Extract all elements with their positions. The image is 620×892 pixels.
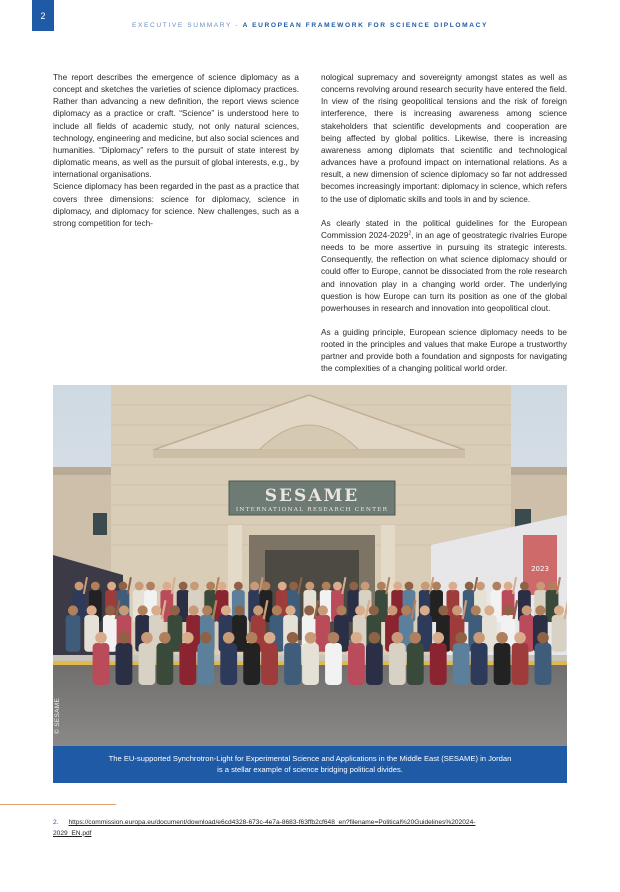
group-photo-illustration [53,385,567,746]
person-body [261,643,278,685]
person-head [535,605,545,615]
person-head [305,632,317,644]
right-paragraph-3: As a guiding principle, European science diplomacy needs to be rooted in the principles and values that make Europe a trustworthy partner and provide both a foundation and signposts for navigating the complexities of a changing political world order. [321,327,567,374]
right-paragraph-2-start: As clearly stated in the political guidelines for the European Commission 2024-2029 [321,218,567,240]
person-body [430,643,447,685]
person-head [405,582,414,591]
person-head [452,605,462,615]
person-head [496,632,508,644]
footnote-url-line-1: https://commission.europa.eu/document/download/e6cd4328-673c-4e7a-8683-f63ffb2cf648_en?filename=Political%20Guidelines%202024- [68,819,476,826]
sign-main-text: SESAME [264,486,360,506]
person-head [401,605,411,615]
person-head [162,582,171,591]
person-head [91,582,100,591]
right-column [321,72,567,376]
person-head [287,632,299,644]
person-body [93,643,110,685]
person-head [333,582,342,591]
person-head [361,582,370,591]
person-head [151,605,161,615]
person-body [535,643,552,685]
person-head [410,632,422,644]
person-head [392,632,404,644]
person-head [272,605,282,615]
person-head [537,632,549,644]
running-header-title: A EUROPEAN FRAMEWORK FOR SCIENCE DIPLOMACY [242,22,488,29]
person-head [218,582,227,591]
right-paragraph-1: nological supremacy and sovereignty amongst states as well as concerns revolving around research security have entered the field. In view of the rising geopolitical tensions and the risk of foreign interference, there is increasing awareness among science stakeholders that scientific developments and cooperation are being affected by global politics. Likewise, there is increasing awareness among diplomats that scientific and technological advances have a profound impact on international relations. As a result, a new dimension of science diplomacy so far not addressed becomes increasingly important: diplomacy in science, which refers to the use of diplomatic skills and tools in and by science. [321,73,567,204]
banner-text: 2023 [531,565,549,573]
person-body [66,615,81,652]
left-paragraph-1: The report describes the emergence of science diplomacy as a concept and sketches the varieties of science diplomacy practices. Rather than advancing a new definition, the report views science diplomacy as a practice or craft. “Science” is understood here to include all fields of academic study, not only natural sciences, technology, engineering and medicine, but also social sciences and humanities. “Diplomacy” refers to the pursuit of state interest by diplomatic means, as well as the pursuit of global interests, e.g., by international organisations. [53,73,299,180]
person-head [119,605,129,615]
person-head [455,632,467,644]
caption-line-1: The EU-supported Synchrotron-Light for Experimental Science and Applications in the Middle East (SESAME) in Jordan [108,754,512,763]
person-body [325,643,342,685]
person-head [554,605,564,615]
person-head [305,582,314,591]
person-head [223,632,235,644]
person-body [494,643,511,685]
sign-sub-text: INTERNATIONAL RESEARCH CENTER [235,507,389,513]
person-head [322,582,331,591]
person-head [514,632,526,644]
person-body [220,643,237,685]
person-head [377,582,386,591]
person-body [284,643,301,685]
footnote [53,818,573,839]
photo-copyright: © SESAME [54,697,61,734]
person-head [234,605,244,615]
person-head [355,605,365,615]
person-head [234,582,243,591]
person-head [548,582,557,591]
person-head [504,582,513,591]
running-header [0,22,620,29]
person-head [432,582,441,591]
person-head [304,605,314,615]
person-body [139,643,156,685]
page-number-text: 2 [40,10,46,21]
person-head [465,582,474,591]
person-head [503,605,513,615]
person-head [138,605,148,615]
person-head [420,605,430,615]
person-body [407,643,424,685]
footnote-number: 2. [53,819,59,826]
person-head [87,605,97,615]
running-header-section: EXECUTIVE SUMMARY - [132,22,240,29]
person-head [278,582,287,591]
person-head [190,582,199,591]
person-head [369,605,379,615]
person-head [95,632,107,644]
person-body [156,643,173,685]
person-body [453,643,470,685]
person-head [105,605,115,615]
person-head [264,632,276,644]
right-paragraph-2-end: , in an age of geostrategic rivalries Europe needs to be more assertive in pursuing its strategic interests. Consequently, the reflection on what science diplomacy should or could offer to Europe, cannot be dissociated from the role research and innovation play in a changing world order. The underlying question is how Europe can turn its position as one of the global powerhouses in research and innovation into geopolitical clout. [321,230,567,313]
person-body [348,643,365,685]
person-head [189,605,199,615]
footnote-url-line-2: 2029_EN.pdf [53,829,92,837]
person-body [179,643,196,685]
person-body [552,615,567,652]
person-head [369,632,381,644]
right-paragraph-2 [321,218,567,315]
footnote-rule [0,804,116,805]
person-head [135,582,144,591]
person-head [536,582,545,591]
person-head [119,582,128,591]
person-head [107,582,116,591]
footnote-link[interactable] [53,819,475,837]
person-head [250,582,259,591]
person-head [289,582,298,591]
person-head [492,582,501,591]
person-head [351,632,363,644]
person-head [141,632,153,644]
person-head [438,605,448,615]
person-head [387,605,397,615]
person-body [389,643,406,685]
person-head [328,632,340,644]
footnote-ref[interactable]: 2 [408,230,412,237]
person-body [197,643,214,685]
person-head [484,605,494,615]
person-head [349,582,358,591]
caption-line-2: is a stellar example of science bridging political divides. [217,765,403,774]
left-column [53,72,299,230]
person-body [243,643,260,685]
left-paragraph-2-visible: Science diplomacy has been regarded in the past as a practice that covers three dimensions: science for diplomacy, science in diplomacy, and diplomacy for science. New challenges, such as a strong competition for tech- [53,182,299,228]
person-head [202,605,212,615]
person-head [318,605,328,615]
person-head [206,582,215,591]
person-head [118,632,130,644]
person-head [476,582,485,591]
sesame-photo [53,385,567,746]
person-head [200,632,212,644]
person-head [520,582,529,591]
person-head [473,632,485,644]
person-head [421,582,430,591]
person-head [246,632,258,644]
person-body [512,643,529,685]
person-head [448,582,457,591]
person-head [393,582,402,591]
figure-caption [53,746,567,783]
person-body [302,643,319,685]
person-head [336,605,346,615]
person-body [366,643,383,685]
person-head [159,632,171,644]
person-body [471,643,488,685]
person-head [262,582,271,591]
person-head [75,582,84,591]
person-head [253,605,263,615]
person-head [432,632,444,644]
person-head [221,605,231,615]
person-head [182,632,194,644]
person-body [116,643,133,685]
person-head [471,605,481,615]
person-head [285,605,295,615]
person-head [170,605,180,615]
person-head [522,605,532,615]
person-head [146,582,155,591]
person-head [179,582,188,591]
person-head [68,605,78,615]
